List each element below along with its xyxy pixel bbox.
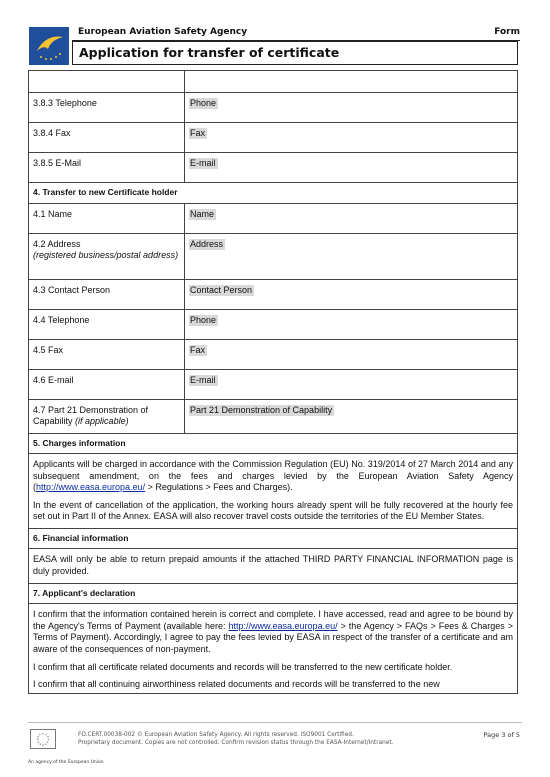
new-holder-phone-label: 4.4 Telephone bbox=[29, 309, 185, 339]
table-row bbox=[29, 279, 518, 309]
table-row bbox=[29, 233, 518, 279]
table-row bbox=[29, 153, 518, 183]
application-form-table bbox=[28, 70, 518, 694]
section-heading-row bbox=[29, 183, 518, 204]
contact-person-field[interactable]: Contact Person bbox=[190, 284, 253, 295]
new-holder-email-label: 4.6 E-mail bbox=[29, 369, 185, 399]
table-row bbox=[29, 369, 518, 399]
part21-note: (if applicable) bbox=[75, 416, 129, 426]
charges-text bbox=[29, 454, 518, 529]
new-holder-name-label: 4.1 Name bbox=[29, 203, 185, 233]
new-holder-address-field[interactable]: Address bbox=[190, 238, 224, 249]
section7-heading: 7. Applicant's declaration bbox=[29, 583, 518, 604]
footer-divider bbox=[28, 722, 522, 723]
section4-heading: 4. Transfer to new Certificate holder bbox=[29, 183, 518, 204]
empty-value-cell[interactable] bbox=[185, 71, 518, 93]
table-row bbox=[29, 123, 518, 153]
contact-person-label: 4.3 Contact Person bbox=[29, 279, 185, 309]
table-row bbox=[29, 339, 518, 369]
email-field[interactable]: E-mail bbox=[190, 158, 216, 168]
telephone-field[interactable]: Phone bbox=[190, 98, 217, 108]
footer-disclaimer: Proprietary document. Copies are not controlled. Confirm revision status through the EASA-Internet/Intranet. bbox=[78, 740, 394, 746]
table-row bbox=[29, 549, 518, 583]
terms-link[interactable]: http://www.easa.europa.eu/ bbox=[228, 620, 338, 631]
footer-text bbox=[78, 731, 394, 747]
new-holder-email-field[interactable]: E-mail bbox=[190, 374, 216, 385]
new-holder-address-label: 4.2 Address bbox=[33, 238, 81, 249]
section-heading-row bbox=[29, 583, 518, 604]
table-row bbox=[29, 604, 518, 694]
table-row bbox=[29, 93, 518, 123]
financial-paragraph: EASA will only be able to return prepaid amounts if the attached THIRD PARTY FINANCIAL INFORMATION page is duly provided. bbox=[33, 554, 513, 577]
declaration-paragraph-2: I confirm that all certificate related documents and records will be transferred to the new certificate holder. bbox=[33, 661, 453, 672]
new-holder-phone-field[interactable]: Phone bbox=[190, 314, 217, 325]
new-holder-address-note: (registered business/postal address) bbox=[33, 250, 179, 260]
form-title: Application for transfer of certificate bbox=[72, 41, 518, 65]
new-holder-fax-label: 4.5 Fax bbox=[29, 339, 185, 369]
footer-reference: FO.CERT.00038-002 © European Aviation Safety Agency. All rights reserved. ISO9001 Certified. bbox=[78, 732, 354, 738]
empty-label-cell bbox=[29, 71, 185, 93]
table-row bbox=[29, 454, 518, 529]
charges-paragraph-1: Applicants will be charged in accordance with the Commission Regulation (EU) No. 319/2014 of 27 March 2014 and any subsequent amendment, on the fees and charges levied by the European Aviation Safety Agency (http://www.easa.europa.eu/ > Regulations > Fees and Charges). bbox=[33, 459, 513, 493]
email-label: 3.8.5 E-Mail bbox=[29, 153, 185, 183]
eu-agency-note: An agency of the European Union bbox=[28, 760, 104, 765]
fax-label: 3.8.4 Fax bbox=[29, 123, 185, 153]
telephone-label: 3.8.3 Telephone bbox=[29, 93, 185, 123]
easa-logo bbox=[29, 27, 69, 65]
page-number: Page 3 of 5 bbox=[483, 731, 520, 739]
section-heading-row bbox=[29, 528, 518, 549]
part21-field[interactable]: Part 21 Demonstration of Capability bbox=[190, 404, 333, 415]
new-holder-fax-field[interactable]: Fax bbox=[190, 344, 206, 355]
table-row bbox=[29, 399, 518, 433]
part21-label: 4.7 Part 21 Demonstration of Capability bbox=[33, 404, 149, 426]
section6-heading: 6. Financial information bbox=[29, 528, 518, 549]
section-heading-row bbox=[29, 433, 518, 454]
declaration-paragraph-3: I confirm that all continuing airworthiness related documents and records will be transferred to the new bbox=[33, 679, 440, 690]
new-holder-name-field[interactable]: Name bbox=[190, 208, 215, 219]
easa-website-link[interactable]: http://www.easa.europa.eu/ bbox=[36, 482, 146, 493]
declaration-paragraph-1: I confirm that the information contained herein is correct and complete. I have accessed, read and agree to be bound by the Agency's Terms of Payment (available here: http://www.easa.europa.eu/ > the Agency > FAQs > Fees & Charges > Terms of Payment). Accordingly, I agree to pay the fees levied by EASA in respect of the transfer of a certificate and am aware of the consequences of non-payment. bbox=[33, 609, 513, 654]
section5-heading: 5. Charges information bbox=[29, 433, 518, 454]
table-row bbox=[29, 203, 518, 233]
organization-name: European Aviation Safety Agency bbox=[78, 27, 248, 37]
fax-field[interactable]: Fax bbox=[190, 128, 206, 138]
table-row bbox=[29, 71, 518, 93]
charges-paragraph-2: In the event of cancellation of the application, the working hours already spent will be fully recovered at the hourly fee set out in Part II of the Annex. EASA will also recover travel costs outside the territories of the EU Member States. bbox=[33, 499, 513, 522]
eu-flag-icon bbox=[30, 729, 56, 749]
document-type: Form bbox=[494, 27, 520, 37]
table-row bbox=[29, 309, 518, 339]
